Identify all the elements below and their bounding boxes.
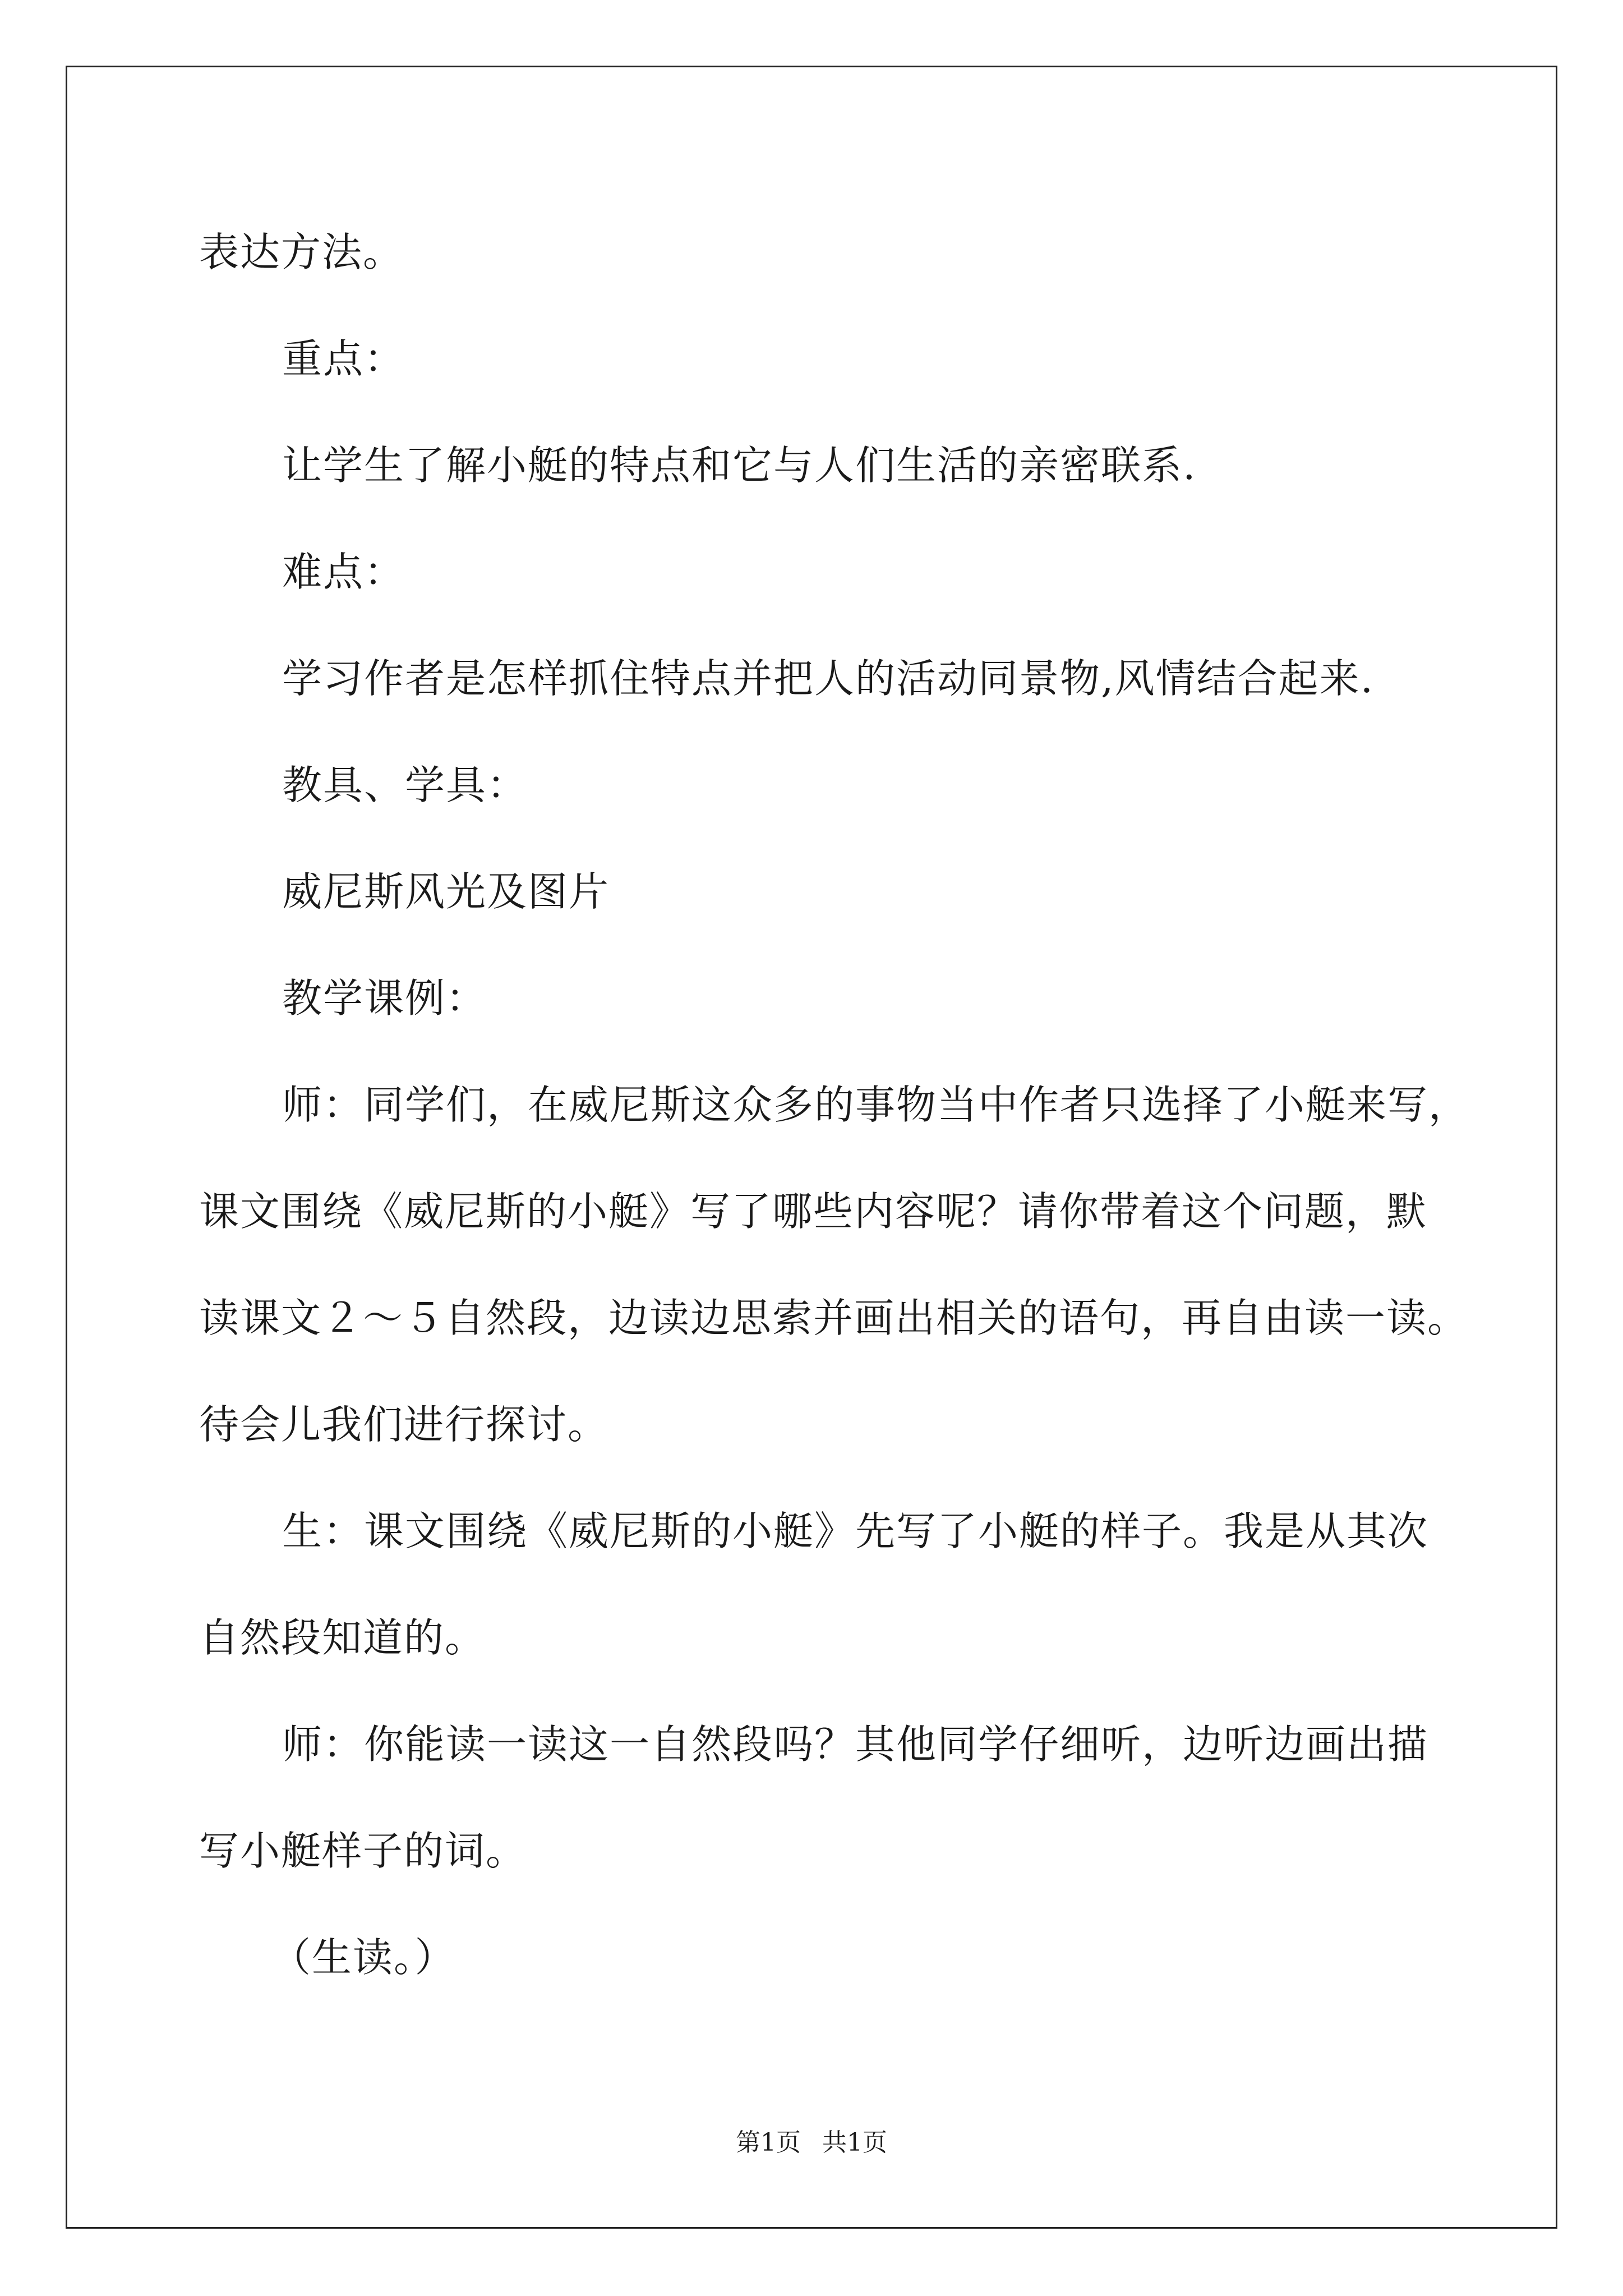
paragraph-line: 威尼斯风光及图片 <box>282 868 610 915</box>
paragraph-line: （生读。） <box>271 1934 456 1981</box>
paragraph-line: 待会儿我们进行探讨。 <box>199 1401 609 1448</box>
section-heading-difficulties: 难点： <box>282 549 405 595</box>
paragraph-line: 写小艇样子的词。 <box>199 1828 527 1874</box>
paragraph-line: 师：同学们，在威尼斯这众多的事物当中作者只选择了小艇来写， <box>282 1082 1470 1128</box>
paragraph-line: 生：课文围绕《威尼斯的小艇》先写了小艇的样子。我是从其次 <box>282 1508 1429 1554</box>
paragraph-line: 学习作者是怎样抓住特点并把人的活动同景物,风情结合起来. <box>282 655 1375 702</box>
paragraph-line: 表达方法。 <box>199 229 404 275</box>
section-heading-key-points: 重点： <box>282 335 405 382</box>
paragraph-line: 师：你能读一读这一自然段吗？其他同学仔细听，边听边画出描 <box>282 1721 1429 1768</box>
page-footer <box>0 2126 1623 2160</box>
paragraph-line: 读课文２～５自然段，边读边思索并画出相关的语句，再自由读一读。 <box>199 1295 1469 1341</box>
paragraph-line: 课文围绕《威尼斯的小艇》写了哪些内容呢？请你带着这个问题，默 <box>199 1188 1428 1235</box>
section-heading-lesson-example: 教学课例： <box>282 975 487 1022</box>
paragraph-line: 让学生了解小艇的特点和它与人们生活的亲密联系. <box>282 442 1197 489</box>
paragraph-line: 自然段知道的。 <box>199 1614 486 1661</box>
section-heading-teaching-aids: 教具、学具： <box>282 762 528 808</box>
page-total: 共1页 <box>822 2128 887 2157</box>
page-border <box>66 66 1557 2229</box>
page-number: 第1页 <box>736 2128 801 2157</box>
